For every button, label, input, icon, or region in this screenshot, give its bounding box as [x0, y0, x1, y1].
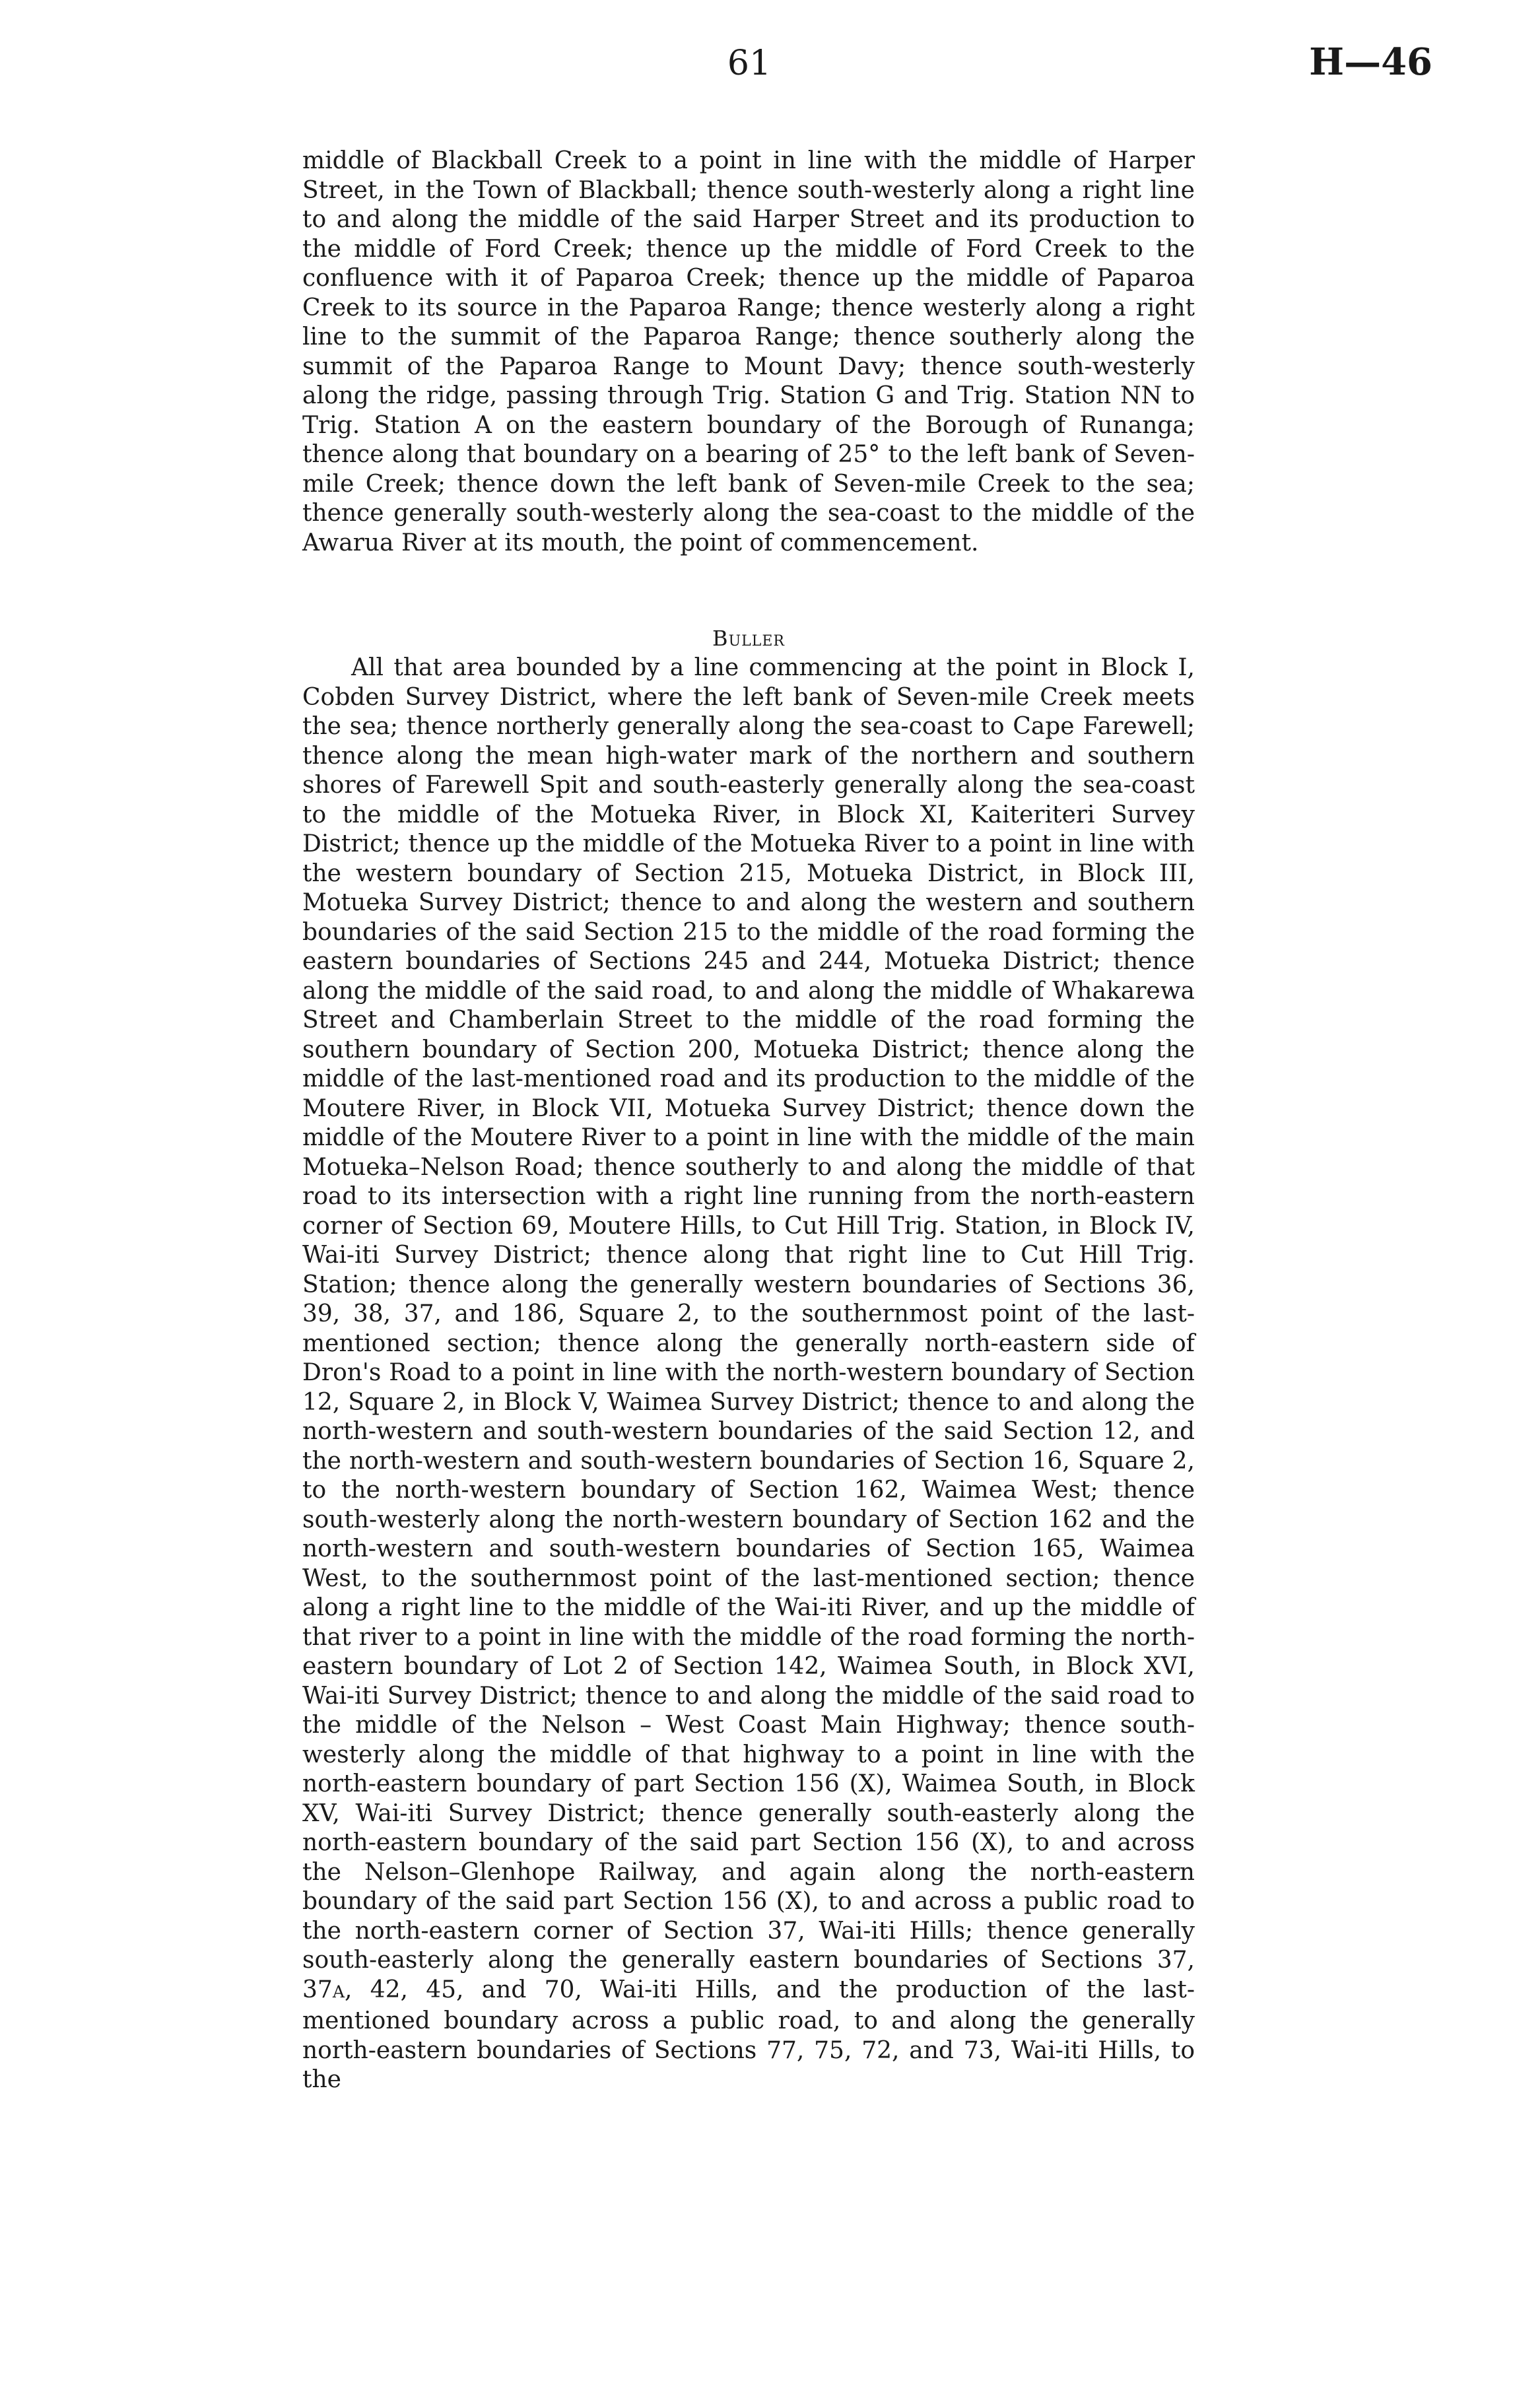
document-reference: H—46 [1309, 40, 1432, 84]
continuation-paragraph: middle of Blackball Creek to a point in line with the middle of Harper Street, in the Town of Blackball; thence south-westerly along a right line to and along the middle of the said Harper Street and its production to the middle of Ford Creek; thence up the middle of Ford Creek to the confluence with it of Paparoa Creek; thence up the middle of Paparoa Creek to its source in the Paparoa Range; thence westerly along a right line to the summit of the Paparoa Range; thence southerly along the summit of the Paparoa Range to Mount Davy; thence south-westerly along the ridge, passing through Trig. Station G and Trig. Station NN to Trig. Station A on the eastern boundary of the Borough of Runanga; thence along that boundary on a bearing of 25° to the left bank of Seven-mile Creek; thence down the left bank of Seven-mile Creek to the sea; thence generally south-westerly along the sea-coast to the middle of the Awarua River at its mouth, the point of commencement. [302, 147, 1195, 556]
page-number: 61 [727, 44, 772, 83]
buller-paragraph-text: All that area bounded by a line commencing at the point in Block I, Cobden Survey District, where the left bank of Seven-mile Creek meets the sea; thence northerly generally along the sea-coast to Cape Farewell; thence along the mean high-water mark of the northern and southern shores of Farewell Spit and south-easterly generally along the sea-coast to the middle of the Motueka River, in Block XI, Kaiteriteri Survey District; thence up the middle of the Motueka River to a point in line with the western boundary of Section 215, Motueka District, in Block III, Motueka Survey District; thence to and along the western and southern boundaries of the said Section 215 to the middle of the road forming the eastern boundaries of Sections 245 and 244, Motueka District; thence along the middle of the said road, to and along the middle of Whakarewa Street and Chamberlain Street to the middle of the road forming the southern boundary of Section 200, Motueka District; thence along the middle of the last-mentioned road and its production to the middle of the Moutere River, in Block VII, Motueka Survey District; thence down the middle of the Moutere River to a point in line with the middle of the main Motueka–Nelson Road; thence southerly to and along the middle of that road to its intersection with a right line running from the north-eastern corner of Section 69, Moutere Hills, to Cut Hill Trig. Station, in Block IV, Wai-iti Survey District; thence along that right line to Cut Hill Trig. Station; thence along the generally western boundaries of Sections 36, 39, 38, 37, and 186, Square 2, to the southernmost point of the last-mentioned section; thence along the generally north-eastern side of Dron's Road to a point in line with the north-western boundary of Section 12, Square 2, in Block V, Waimea Survey District; thence to and along the north-western and south-western boundaries of the said Section 12, and the north-western and south-western boundaries of Section 16, Square 2, to the north-western boundary of Section 162, Waimea West; thence south-westerly along the north-western boundary of Section 162 and the north-western and south-western boundaries of Section 165, Waimea West, to the southernmost point of the last-mentioned section; thence along a right line to the middle of the Wai-iti River, and up the middle of that river to a point in line with the middle of the road forming the north-eastern boundary of Lot 2 of Section 142, Waimea South, in Block XVI, Wai-iti Survey District; thence to and along the middle of the said road to the middle of the Nelson – West Coast Main Highway; thence south-westerly along the middle of that highway to a point in line with the north-eastern boundary of part Section 156 (X), Waimea South, in Block XV, Wai-iti Survey District; thence generally south-easterly along the north-eastern boundary of the said part Section 156 (X), to and across the Nelson–Glenhope Railway, and again along the north-eastern boundary of the said part Section 156 (X), to and across a public road to the north-eastern corner of Section 37, Wai-iti Hills; thence generally south-easterly along the generally eastern boundaries of Sections 37, 37 [302, 654, 1195, 2003]
buller-boundary-paragraph [302, 653, 1195, 2095]
buller-paragraph-text-end: , 42, 45, and 70, Wai-iti Hills, and the production of the last-mentioned boundary across a public road, to and along the generally north-eastern boundaries of Sections 77, 75, 72, and 73, Wai-iti Hills, to the [302, 1976, 1195, 2093]
section-heading-buller: Buller [712, 626, 785, 651]
section-suffix-smallcap: A [332, 1982, 345, 2001]
